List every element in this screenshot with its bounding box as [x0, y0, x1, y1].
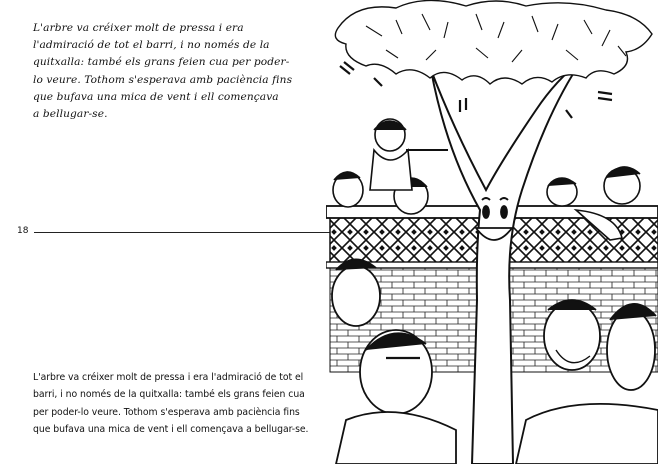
printed-line: que bufava una mica de vent i ell començava a bellugar-se. [33, 424, 309, 436]
handwritten-paragraph [33, 20, 323, 123]
handwritten-line: que bufava una mica de vent i ell començava [33, 90, 279, 103]
handwritten-line: lo veure. Tothom s'esperava amb paciència fins [33, 73, 293, 86]
handwritten-line: l'admiració de tot el barri, i no només de la [33, 39, 270, 52]
printed-line: per poder-lo veure. Tothom s'esperava amb paciència fins [33, 406, 300, 418]
handwritten-line: quitxalla: també els grans feien cua per poder- [33, 56, 290, 69]
printed-paragraph [33, 369, 323, 439]
handwritten-line: L'arbre va créixer molt de pressa i era [33, 22, 244, 34]
tree-canopy [335, 0, 652, 84]
printed-line: L'arbre va créixer molt de pressa i era l'admiració de tot el [33, 372, 304, 383]
handwritten-line: a bellugar-se. [33, 108, 108, 121]
page-number: 18 [17, 226, 29, 236]
margin-rule [34, 232, 330, 233]
printed-line: barri, i no només de la quitxalla: també els grans feien cua [33, 389, 305, 401]
tree-crowd-illustration [326, 0, 658, 464]
